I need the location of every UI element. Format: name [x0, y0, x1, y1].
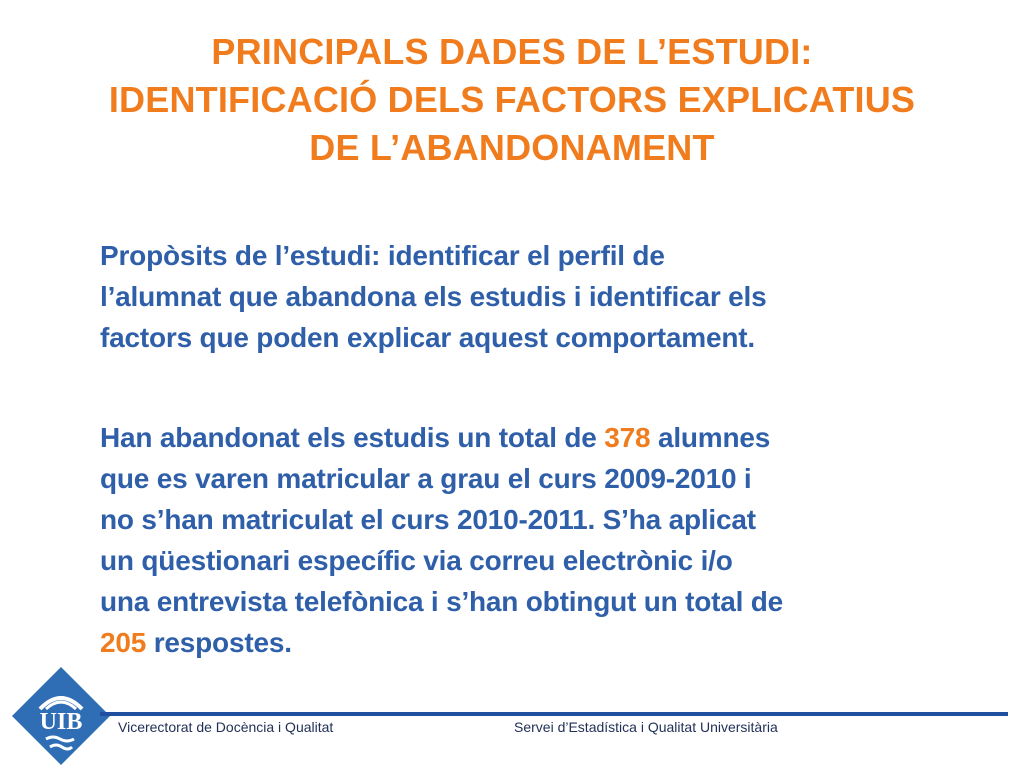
results-line-6 — [100, 622, 980, 663]
footer-rule — [100, 712, 1008, 716]
response-count: 205 — [100, 627, 147, 658]
footer-department: Vicerectorat de Docència i Qualitat — [118, 719, 334, 735]
results-line-6-post: respostes. — [146, 627, 292, 658]
title-line-2: IDENTIFICACIÓ DELS FACTORS EXPLICATIUS — [108, 79, 916, 120]
purpose-line-3: factors que poden explicar aquest comportament. — [100, 322, 755, 353]
slide-title — [40, 28, 984, 172]
results-line-1 — [100, 417, 980, 458]
results-line-3: no s’han matriculat el curs 2010-2011. S’ha aplicat — [100, 504, 756, 535]
purpose-line-1: Propòsits de l’estudi: identificar el perfil de — [100, 240, 665, 271]
results-line-1-pre: Han abandonat els estudis un total de — [100, 422, 605, 453]
uib-logo — [10, 665, 112, 767]
results-line-5: una entrevista telefònica i s’han obtingut un total de — [100, 586, 784, 617]
purpose-paragraph — [100, 235, 980, 358]
results-paragraph — [100, 417, 980, 663]
dropout-count: 378 — [604, 422, 651, 453]
results-line-1-post: alumnes — [650, 422, 771, 453]
footer-service: Servei d’Estadística i Qualitat Universitària — [514, 719, 778, 735]
logo-text: UIB — [39, 709, 83, 735]
purpose-line-2: l’alumnat que abandona els estudis i identificar els — [100, 281, 767, 312]
results-line-2: que es varen matricular a grau el curs 2009-2010 i — [100, 463, 752, 494]
title-line-1: PRINCIPALS DADES DE L’ESTUDI: — [211, 31, 813, 72]
title-line-3: DE L’ABANDONAMENT — [309, 127, 715, 168]
results-line-4: un qüestionari específic via correu electrònic i/o — [100, 545, 733, 576]
